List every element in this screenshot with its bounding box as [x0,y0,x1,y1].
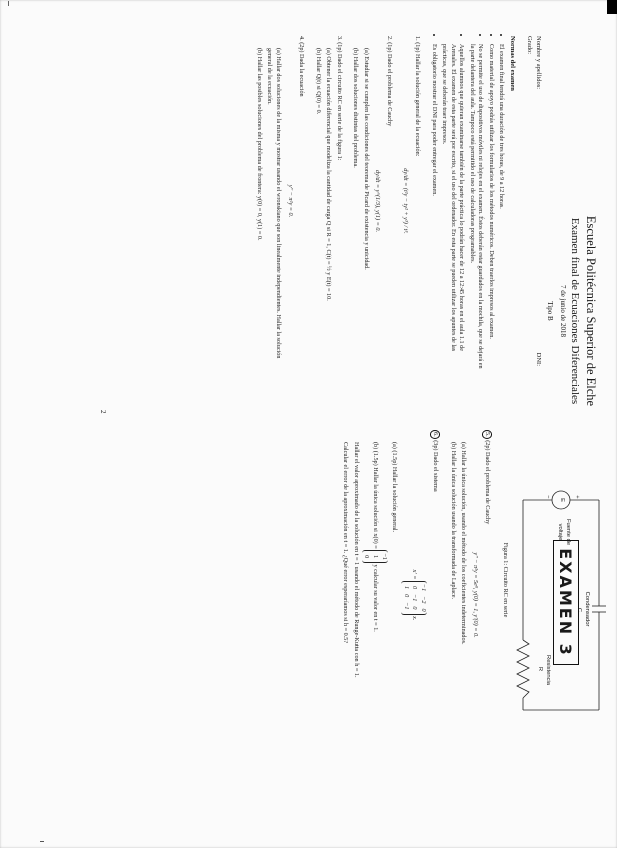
matrix-entry: 0 [402,594,410,598]
exam-title: Examen final de Ecuaciones Diferenciales [568,217,581,405]
problem-4-part-a: (a) Hallar dos soluciones de la misma y mostrar usando el wronskiano que son linealmente independientes. Hallar la solución general de la ecuación. [266,48,282,359]
problem-1-equation: dy/dt = (t²y − ty² + y³) / t³. [402,168,410,234]
problem-4 [254,36,305,366]
exam-type: Tipo B [545,301,554,321]
problem-2 [351,36,393,366]
problem-5-label: (2p) Dado el problema de Cauchy [484,440,492,525]
problem-5-part-a: (a) Hallar la única solución, usando el método de los coeficientes indeterminados. [460,442,468,645]
problem-3-part-b: (b) Hallar Q(t) si Q(0) = 0. [314,48,322,115]
problem-5 [448,430,492,760]
problem-5-part-b: (b) Hallar la única solución usando la transformada de Laplace. [449,442,457,600]
rule-item: • Aquellos alumnos que quieran examinarse también de la parte práctica lo podrán hacer de 12 a 12:45 horas en el aula 1.1 de Arenales. El examen de esta parte será por escrito, si el uso del ordenador. En esta parte se pueden utilizar los apuntes de las prácticas, que se deberán traer impresos. [440,44,466,374]
school-title: Escuela Politécnica Superior de Elche [584,215,598,407]
problem-6-part-a: (a) (1.5p) Hallar la solución general. [391,442,399,533]
problem-4-part-b: (b) Hallar las posibles soluciones del problema de frontera: y(0) = 0, y(1) = 0. [255,48,263,241]
problem-6-label: (3p) Dado el sistema [432,440,440,492]
system-matrix [401,581,427,615]
problem-4-statement: 4. (2p) Dada la ecuación [298,36,306,97]
problem-1 [401,36,421,366]
capacitor-label: Condensador [584,591,590,627]
dni-label: DNI: [535,352,543,366]
rule-item: • Como material de apoyo podrás utilizar los formularios de los métodos numéricos. Deben traerlos impresos al examen. [486,44,495,374]
problem-6-part-b-text: (b) (1.5p) Hallar la única solución si x(0) = [371,442,379,549]
name-label: Nombre y apellidos: [535,36,543,90]
resistor-symbol-label: R [537,666,543,672]
problem-2-equation: dy/dt = y^(1/3), y(1) = 0. [374,170,382,232]
problem-2-statement: 2. (1p) Dado el problema de Cauchy [385,36,393,127]
problem-6-equation [401,430,427,760]
initial-condition-vector [362,550,388,563]
matrix-entry: −1 [402,602,410,610]
rules-heading: Normas del examen [509,36,517,91]
figure-caption: Figura 1: Circuito RC en serie [502,542,509,618]
rule-item: • El examen final tendrá una duración de tres horas, de 9 a 12 horas. [497,44,506,374]
problem-2-part-b: (b) Hallar dos soluciones distintas del problema. [352,48,360,168]
resistor-symbol [517,640,529,698]
problem-5-equation: y'' − π²y = 5eᵗᵗ, y(0) = 1, y'(0) = 0. [471,552,479,638]
problem-6 [341,430,440,760]
problem-2-part-a: (a) Estudiar si se cumplen las condiciones del teorema de Picard de existencia y unicidad. [362,48,370,270]
source-label: Fuente de voltaje [557,518,571,546]
rule-item: • Es obligatorio mostrar el DNI para poder entregar el examen. [429,44,438,374]
matrix-entry: 0 [411,586,419,590]
problem-1-statement: 1. (1p) Hallar la solución general de la ecuación: [413,36,421,157]
vector-entry: 1 [371,555,379,559]
source-symbol-label: E [559,498,565,502]
problem-6-runge-kutta: Hallar el valor aproximado de la solución en t = 1 usando el método de Runge-Kutta con h = 1. [352,442,360,678]
matrix-entry: −1 [411,594,419,602]
problem-6-number: 6. [430,430,441,439]
student-name-row [533,36,542,366]
problem-6-part-b [362,430,388,760]
exam-date: 7 de junio de 2018 [558,284,567,338]
matrix-entry: −2 [419,596,427,604]
problem-4-equation: y'' − π²y = 0. [286,184,294,218]
matrix-entry: 0 [411,606,419,610]
capacitor-symbol-label: C [576,607,582,613]
matrix-entry: −1 [419,583,427,592]
vector-entry: 0 [363,555,371,559]
problem-6-part-b-text-end: y calcular su valor en t = 1. [371,564,379,632]
source-plus-label: + [574,495,580,499]
problem-6-statement [430,430,441,760]
system-lhs: x' = [410,569,418,580]
page-number: 2 [99,410,107,414]
system-rhs: x. [410,616,418,621]
matrix-row [418,584,427,612]
source-minus-label: − [545,495,551,499]
problem-5-number: 5. [482,430,493,439]
problem-5-statement [482,430,493,760]
matrix-entry: 0 [419,608,427,612]
problem-3-part-a: (a) Obtener la ecuación diferencial que modeliza la cantidad de carga Q si R = 1, C(t) = ½ y E(t) = 10. [325,48,333,301]
handwritten-exam-label: EXAMEN 3 [553,540,579,665]
exam-left-column [252,36,617,446]
rules-list [429,36,505,374]
matrix-row [410,584,419,612]
problem-3-statement: 3. (1p) Dado el circuito RC en serie de la figura 1: [335,36,343,161]
resistor-label: Resistencia [545,655,551,685]
matrix-entry: 1 [402,586,410,590]
problem-3 [313,36,343,366]
rule-item: • No se permite el uso de dispositivos móviles ni relojes en el examen. Éstos deberán estar guardados en la mochila, que se dejará en la parte delantera del aula. Tampoco está permitido el uso de calculadoras programables. [467,44,484,374]
vector-entry: −1 [380,553,388,560]
grade-label: Grado: [526,36,534,55]
problem-6-error: Calcular el error de la aproximación en t = 1. ¿Qué error esperaríamos si h = 0.5? [342,442,350,644]
matrix-row [401,584,410,612]
